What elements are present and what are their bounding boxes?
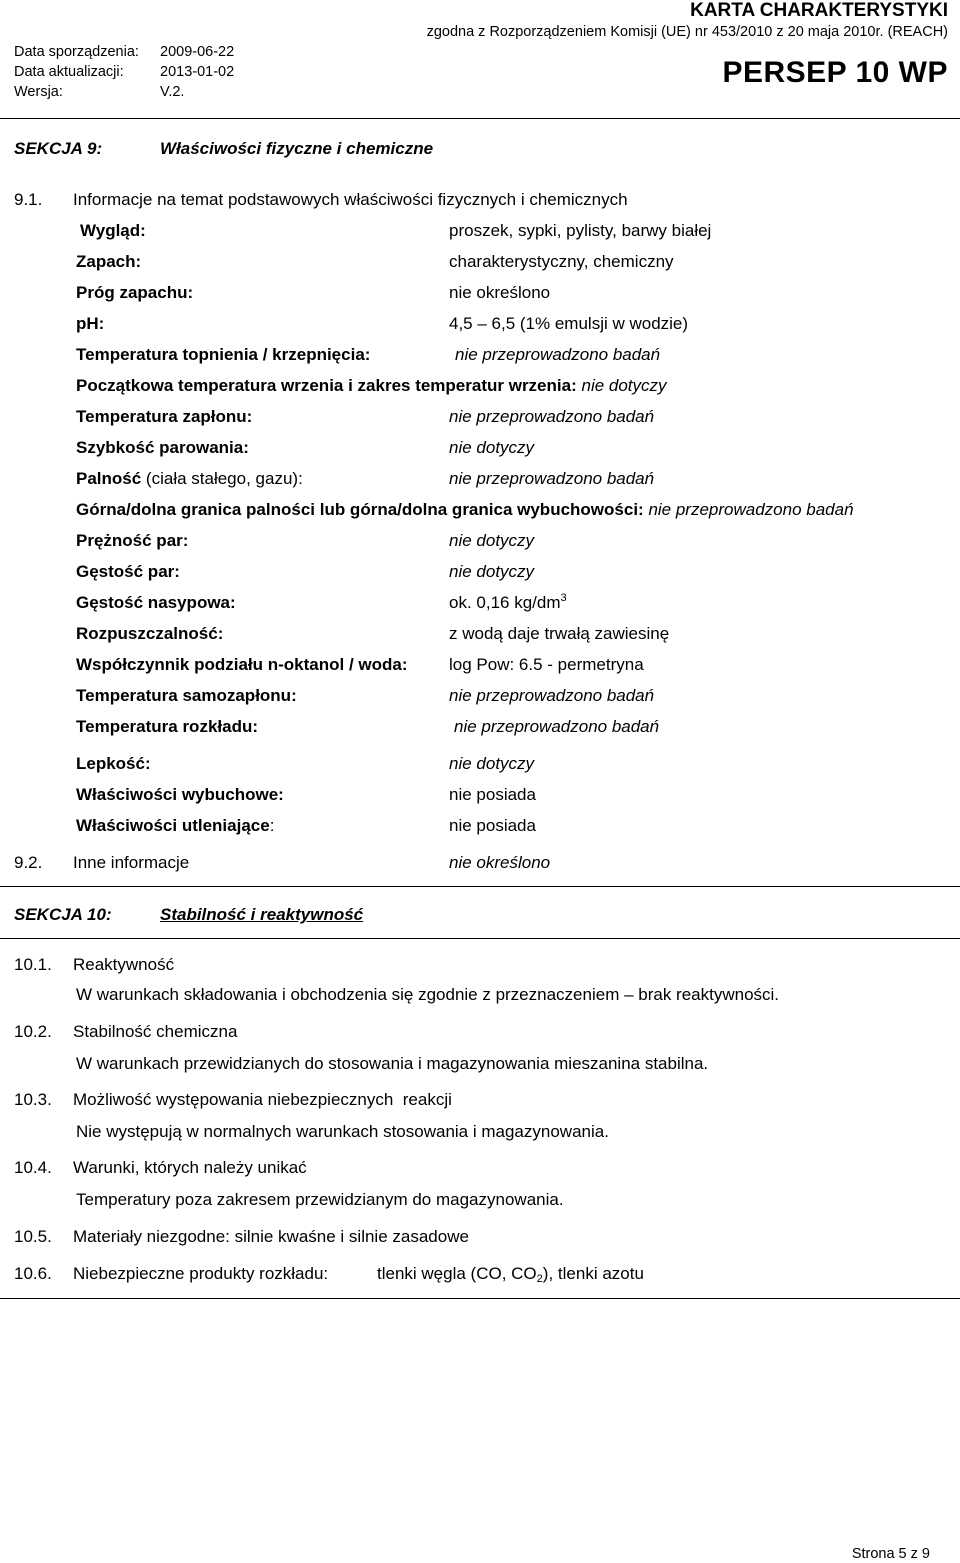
- oxidising-label-suffix: :: [269, 816, 275, 835]
- item-10-4-number: 10.4.: [14, 1158, 52, 1177]
- creation-date-value: 2009-06-22: [160, 44, 235, 60]
- item-10-6-value-end: ), tlenki azotu: [542, 1264, 644, 1283]
- odor-threshold-label: Próg zapachu:: [76, 283, 194, 302]
- vapour-pressure-value: nie dotyczy: [449, 531, 535, 550]
- solubility-label: Rozpuszczalność:: [76, 624, 224, 643]
- explosion-limits-value: nie przeprowadzono badań: [648, 500, 854, 519]
- item-10-6-value-subscript: 2: [536, 1273, 543, 1285]
- partition-label: Współczynnik podziału n-oktanol / woda:: [76, 655, 408, 674]
- bulk-density-label: Gęstość nasypowa:: [76, 593, 236, 612]
- solubility-value: z wodą daje trwałą zawiesinę: [449, 624, 670, 643]
- update-date-label: Data aktualizacji:: [14, 64, 124, 80]
- item-10-5-title: Materiały niezgodne: silnie kwaśne i silnie zasadowe: [73, 1227, 469, 1246]
- item-10-2-text: W warunkach przewidzianych do stosowania i magazynowania mieszanina stabilna.: [76, 1054, 709, 1073]
- document-title: KARTA CHARAKTERYSTYKI: [690, 0, 948, 21]
- item-10-3-number: 10.3.: [14, 1090, 52, 1109]
- boiling-label: Początkowa temperatura wrzenia i zakres temperatur wrzenia:: [76, 376, 577, 395]
- boiling-row: [76, 376, 667, 396]
- item-10-6-value: [377, 1264, 644, 1284]
- oxidising-value: nie posiada: [449, 816, 536, 835]
- section-9-number: SEKCJA 9:: [14, 139, 103, 158]
- melting-value: nie przeprowadzono badań: [455, 345, 661, 364]
- flammability-label-detail: (ciała stałego, gazu):: [141, 469, 303, 488]
- explosive-value: nie posiada: [449, 785, 536, 804]
- regulation-note: zgodna z Rozporządzeniem Komisji (UE) nr 453/2010 z 20 maja 2010r. (REACH): [426, 24, 948, 40]
- evaporation-label: Szybkość parowania:: [76, 438, 249, 457]
- explosive-label: Właściwości wybuchowe:: [76, 785, 284, 804]
- appearance-label: Wygląd:: [80, 221, 146, 240]
- item-10-2-number: 10.2.: [14, 1022, 52, 1041]
- content-end-divider: [0, 1298, 960, 1299]
- explosion-limits-row: [76, 500, 854, 520]
- item-10-6-value-start: tlenki węgla (CO, CO: [377, 1264, 537, 1283]
- appearance-value: proszek, sypki, pylisty, barwy białej: [449, 221, 712, 240]
- item-10-4-text: Temperatury poza zakresem przewidzianym do magazynowania.: [76, 1190, 564, 1209]
- flammability-label-main: Palność: [76, 469, 142, 488]
- version-value: V.2.: [160, 84, 185, 100]
- item-10-1-text: W warunkach składowania i obchodzenia się zgodnie z przeznaczeniem – brak reaktywności.: [76, 985, 780, 1004]
- odor-threshold-value: nie określono: [449, 283, 551, 302]
- ph-label: pH:: [76, 314, 105, 333]
- bulk-density-number: ok. 0,16 kg/dm: [449, 593, 561, 612]
- vapour-pressure-label: Prężność par:: [76, 531, 189, 550]
- autoignition-value: nie przeprowadzono badań: [449, 686, 655, 705]
- subsection-9-1-number: 9.1.: [14, 190, 43, 209]
- subsection-9-1-title: Informacje na temat podstawowych właściwości fizycznych i chemicznych: [73, 190, 628, 209]
- melting-label: Temperatura topnienia / krzepnięcia:: [76, 345, 371, 364]
- item-10-1-number: 10.1.: [14, 955, 52, 974]
- item-10-3-title: Możliwość występowania niebezpiecznych reakcji: [73, 1090, 452, 1109]
- item-10-6-number: 10.6.: [14, 1264, 52, 1283]
- odor-label: Zapach:: [76, 252, 142, 271]
- header-divider: [0, 118, 960, 119]
- bulk-density-exponent: 3: [560, 592, 567, 604]
- boiling-value: nie dotyczy: [581, 376, 667, 395]
- decomposition-value: nie przeprowadzono badań: [454, 717, 660, 736]
- item-10-2-title: Stabilność chemiczna: [73, 1022, 238, 1041]
- flammability-label: [76, 469, 303, 489]
- item-10-5-number: 10.5.: [14, 1227, 52, 1246]
- creation-date-label: Data sporządzenia:: [14, 44, 139, 60]
- subsection-9-2-value: nie określono: [449, 853, 551, 872]
- flammability-value: nie przeprowadzono badań: [449, 469, 655, 488]
- ph-value: 4,5 – 6,5 (1% emulsji w wodzie): [449, 314, 689, 333]
- viscosity-value: nie dotyczy: [449, 754, 535, 773]
- decomposition-label: Temperatura rozkładu:: [76, 717, 259, 736]
- oxidising-label: [76, 816, 274, 836]
- bulk-density-value: [449, 593, 567, 613]
- item-10-1-title: Reaktywność: [73, 955, 175, 974]
- version-label: Wersja:: [14, 84, 63, 100]
- section-divider-bottom: [0, 938, 960, 939]
- section-divider-top: [0, 886, 960, 887]
- section-10-number: SEKCJA 10:: [14, 905, 112, 924]
- flash-value: nie przeprowadzono badań: [449, 407, 655, 426]
- autoignition-label: Temperatura samozapłonu:: [76, 686, 297, 705]
- subsection-9-2-number: 9.2.: [14, 853, 43, 872]
- oxidising-label-main: Właściwości utleniające: [76, 816, 270, 835]
- vapour-density-value: nie dotyczy: [449, 562, 535, 581]
- odor-value: charakterystyczny, chemiczny: [449, 252, 674, 271]
- section-9-title: Właściwości fizyczne i chemiczne: [160, 139, 434, 158]
- page-number: Strona 5 z 9: [851, 1546, 930, 1562]
- item-10-4-title: Warunki, których należy unikać: [73, 1158, 307, 1177]
- evaporation-value: nie dotyczy: [449, 438, 535, 457]
- item-10-6-title: Niebezpieczne produkty rozkładu:: [73, 1264, 329, 1283]
- explosion-limits-label: Górna/dolna granica palności lub górna/dolna granica wybuchowości:: [76, 500, 644, 519]
- flash-label: Temperatura zapłonu:: [76, 407, 253, 426]
- vapour-density-label: Gęstość par:: [76, 562, 180, 581]
- section-10-title: Stabilność i reaktywność: [160, 905, 364, 924]
- product-name: PERSEP 10 WP: [722, 56, 948, 89]
- partition-value: log Pow: 6.5 - permetryna: [449, 655, 644, 674]
- subsection-9-2-title: Inne informacje: [73, 853, 190, 872]
- update-date-value: 2013-01-02: [160, 64, 235, 80]
- viscosity-label: Lepkość:: [76, 754, 151, 773]
- item-10-3-text: Nie występują w normalnych warunkach stosowania i magazynowania.: [76, 1122, 609, 1141]
